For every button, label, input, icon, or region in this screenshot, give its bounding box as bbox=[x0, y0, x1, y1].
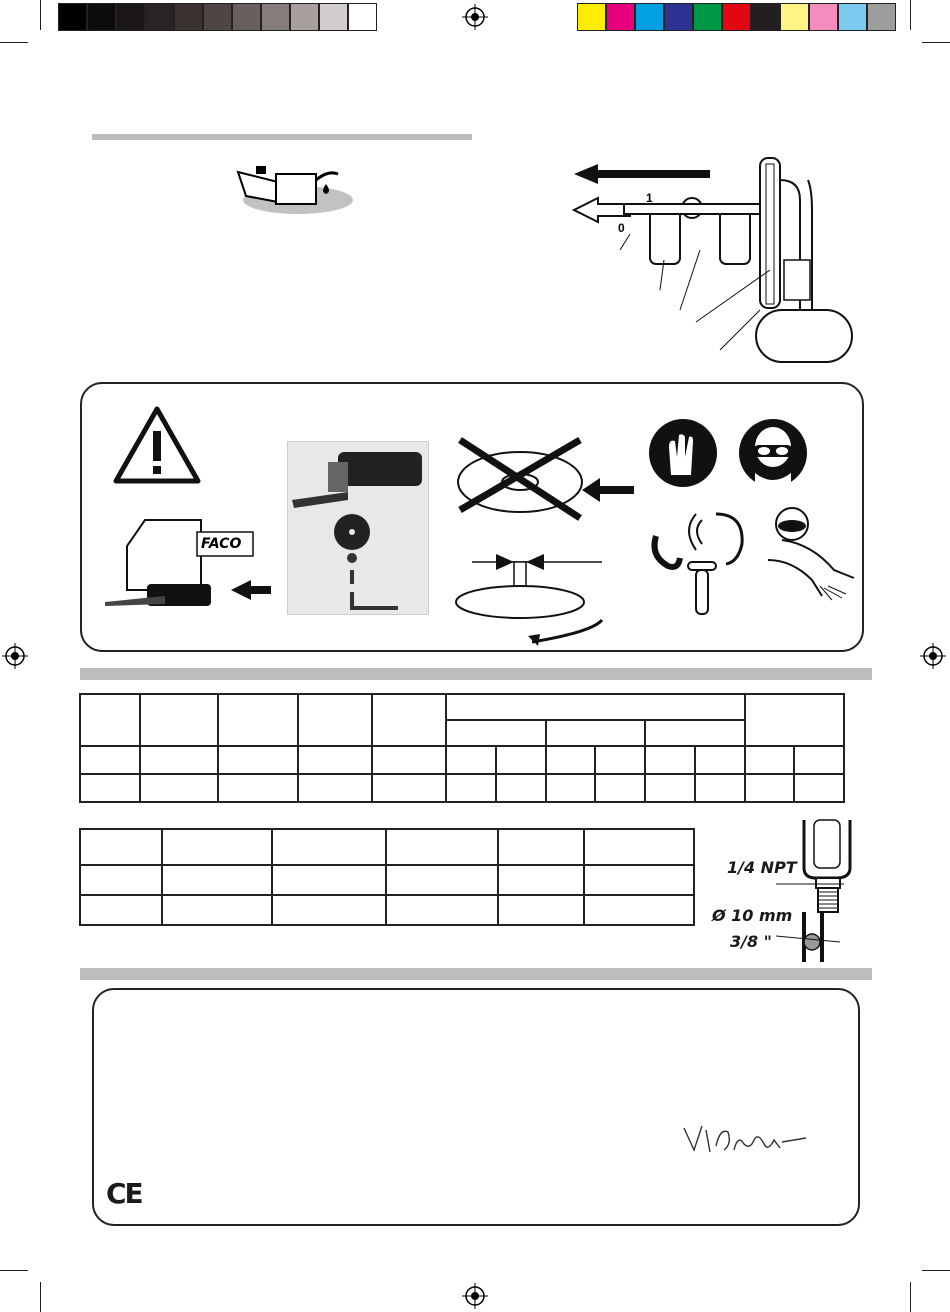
gray-swatch bbox=[319, 3, 348, 31]
section-divider bbox=[92, 134, 472, 140]
gray-swatch bbox=[58, 3, 87, 31]
crop-mark bbox=[40, 1282, 41, 1312]
tool-parts-photo bbox=[287, 441, 429, 615]
gray-swatch bbox=[290, 3, 319, 31]
disc-speed-illustration bbox=[452, 540, 612, 650]
process-color-swatch bbox=[838, 3, 867, 31]
damaged-disc-prohibited-illustration bbox=[450, 430, 640, 530]
gray-swatch bbox=[203, 3, 232, 31]
crop-mark bbox=[922, 1270, 950, 1271]
gray-swatch bbox=[145, 3, 174, 31]
gloves-icon bbox=[647, 417, 719, 489]
tool-guard-illustration bbox=[105, 510, 275, 610]
declaration-of-conformity-panel bbox=[92, 988, 860, 1226]
tool-brand-label: FACO bbox=[201, 536, 242, 552]
gray-swatch bbox=[348, 3, 377, 31]
valve-off-label: 0 bbox=[618, 221, 625, 235]
process-color-swatch bbox=[867, 3, 896, 31]
process-color-swatch bbox=[577, 3, 606, 31]
crop-mark bbox=[0, 1270, 28, 1271]
warning-triangle-icon bbox=[112, 405, 202, 485]
crop-mark bbox=[40, 0, 41, 30]
process-color-swatch bbox=[693, 3, 722, 31]
gray-swatch bbox=[232, 3, 261, 31]
process-color-swatch bbox=[809, 3, 838, 31]
ear-noise-icon bbox=[646, 500, 756, 620]
thread-size-label: 1/4 NPT bbox=[727, 858, 797, 877]
valve-on-label: 1 bbox=[646, 191, 653, 205]
process-color-swatch bbox=[635, 3, 664, 31]
table-row bbox=[80, 865, 694, 895]
section-divider bbox=[80, 968, 872, 980]
registration-mark-icon bbox=[920, 643, 946, 669]
process-color-swatch bbox=[664, 3, 693, 31]
air-supply-installation-diagram bbox=[560, 150, 860, 365]
gray-swatch bbox=[174, 3, 203, 31]
hose-diameter-inch-label: 3/8 " bbox=[730, 932, 773, 951]
table-row bbox=[80, 895, 694, 925]
crop-mark bbox=[910, 1282, 911, 1312]
ce-mark: CE bbox=[106, 1177, 142, 1210]
crop-mark bbox=[922, 42, 950, 43]
registration-mark-icon bbox=[462, 4, 488, 30]
process-color-swatch bbox=[780, 3, 809, 31]
table-row bbox=[80, 746, 844, 774]
process-color-swatch bbox=[606, 3, 635, 31]
signature bbox=[680, 1122, 810, 1158]
registration-mark-icon bbox=[462, 1283, 488, 1309]
safety-goggles-icon bbox=[737, 417, 809, 489]
air-consumption-table bbox=[79, 828, 695, 926]
registration-mark-icon bbox=[2, 643, 28, 669]
crop-mark bbox=[910, 0, 911, 30]
specifications-table bbox=[79, 693, 845, 803]
gray-swatch bbox=[87, 3, 116, 31]
crop-mark bbox=[0, 42, 28, 43]
section-divider bbox=[80, 668, 872, 680]
process-color-swatch bbox=[722, 3, 751, 31]
table-row bbox=[80, 774, 844, 802]
process-color-swatch bbox=[751, 3, 780, 31]
operator-icon bbox=[762, 500, 860, 605]
gray-swatch bbox=[116, 3, 145, 31]
gray-swatch bbox=[261, 3, 290, 31]
hose-diameter-mm-label: Ø 10 mm bbox=[712, 906, 793, 925]
oil-can-icon bbox=[218, 152, 358, 222]
